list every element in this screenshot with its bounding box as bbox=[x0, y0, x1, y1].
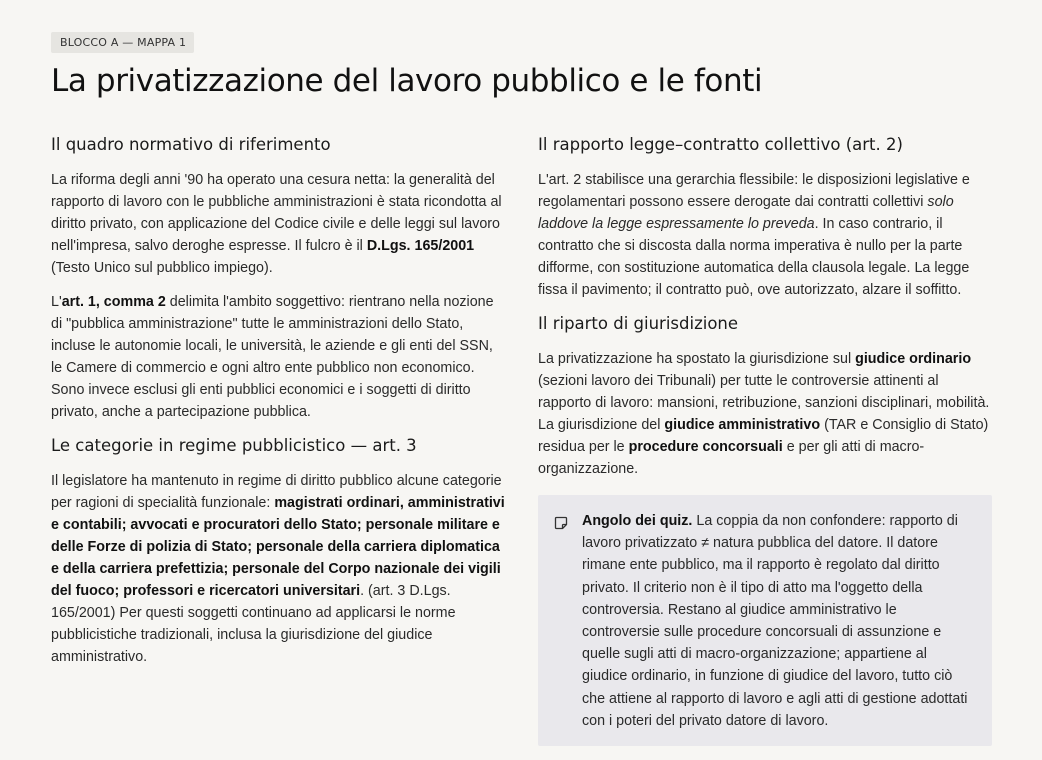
text: (sezioni lavoro dei Tribunali) per tutte le controversie attinenti al rapporto di lavoro: mansioni, retribuzione, sanzioni disciplinari, mobilità. La giurisdizione del bbox=[538, 373, 990, 433]
text: . In caso contrario, il contratto che si discosta dalla norma imperativa è nullo per la parte difforme, con sostituzione automatica della clausola legale. La legge fissa il pavimento; il contratto può, ove autorizzato, alzare il soffitto. bbox=[538, 216, 970, 298]
heading-quadro-normativo: Il quadro normativo di riferimento bbox=[51, 135, 331, 154]
text: (Testo Unico sul pubblico impiego). bbox=[51, 260, 273, 276]
paragraph-ambito-soggettivo bbox=[51, 291, 506, 423]
heading-legge-contratto: Il rapporto legge–contratto collettivo (art. 2) bbox=[538, 135, 903, 154]
text: (TAR e Consiglio di Stato) residua per le bbox=[538, 417, 989, 455]
content-columns bbox=[51, 134, 992, 746]
paragraph-gerarchia bbox=[538, 169, 992, 301]
section-tag: BLOCCO A — MAPPA 1 bbox=[51, 32, 194, 53]
text: L'art. 2 stabilisce una gerarchia flessibile: le disposizioni legislative e regolamentari possono essere derogate dai contratti collettivi bbox=[538, 172, 970, 210]
italic-text: solo laddove la legge espressamente lo preveda bbox=[538, 194, 954, 232]
page-title: La privatizzazione del lavoro pubblico e le fonti bbox=[51, 63, 763, 99]
text: Il legislatore ha mantenuto in regime di diritto pubblico alcune categorie per ragioni di specialità funzionale: bbox=[51, 473, 502, 511]
left-column bbox=[51, 134, 506, 746]
text: . (art. 3 D.Lgs. 165/2001) Per questi soggetti continuano ad applicarsi le norme pubblicistiche tradizionali, inclusa la giurisdizione del giudice amministrativo. bbox=[51, 583, 456, 665]
heading-riparto-giurisdizione: Il riparto di giurisdizione bbox=[538, 314, 739, 333]
bold-text: magistrati ordinari, amministrativi e contabili; avvocati e procuratori dello Stato; personale militare e delle Forze di polizia di Stato; personale della carriera diplomatica e della carriera prefettizia; personale del Corpo nazionale dei vigili del fuoco; professori e ricercatori universitari bbox=[51, 495, 505, 599]
quiz-label: Angolo dei quiz. bbox=[582, 513, 693, 529]
note-icon bbox=[554, 516, 568, 530]
text: La coppia da non confondere: rapporto di lavoro privatizzato ≠ natura pubblica del datore. Il datore rimane ente pubblico, ma il rapporto è regolato dal diritto privato. Il criterio non è il tipo di atto ma l'oggetto della controversia. Restano al giudice amministrativo le controversie sulle procedure concorsuali di assunzione e quelle sugli atti di macro-organizzazione; appartiene al giudice ordinario, in funzione di giudice del lavoro, tutto ciò che attiene al rapporto di lavoro e agli atti di gestione adottati con i poteri del privato datore di lavoro. bbox=[582, 513, 968, 729]
text: delimita l'ambito soggettivo: rientrano nella nozione di "pubblica amministrazione" tutte le amministrazioni dello Stato, incluse le autonomie locali, le università, le aziende e gli enti del SSN, le Camere di commercio e ogni altro ente pubblico non economico. Sono invece esclusi gli enti pubblici economici e i soggetti di diritto privato, anche a partecipazione pubblica. bbox=[51, 294, 494, 420]
text: e per gli atti di macro-organizzazione. bbox=[538, 439, 925, 477]
bold-text: art. 1, comma 2 bbox=[61, 294, 166, 310]
bold-text: procedure concorsuali bbox=[628, 439, 783, 455]
heading-categorie-pubblicistiche: Le categorie in regime pubblicistico — art. 3 bbox=[51, 436, 417, 455]
bold-text: D.Lgs. 165/2001 bbox=[366, 238, 475, 254]
paragraph-riforma bbox=[51, 169, 506, 279]
text: La riforma degli anni '90 ha operato una cesura netta: la generalità del rapporto di lavoro con le pubbliche amministrazioni è stata ricondotta al diritto privato, con applicazione del Codice civile e delle leggi sul lavoro nell'impresa, salvo deroghe espresse. Il fulcro è il bbox=[51, 172, 502, 254]
quiz-text bbox=[582, 510, 972, 732]
text: L' bbox=[51, 294, 62, 310]
bold-text: giudice amministrativo bbox=[664, 417, 821, 433]
quiz-callout bbox=[538, 495, 992, 746]
paragraph-giurisdizione bbox=[538, 348, 992, 480]
right-column bbox=[538, 134, 992, 746]
paragraph-categorie bbox=[51, 470, 506, 668]
text: La privatizzazione ha spostato la giurisdizione sul bbox=[538, 351, 856, 367]
bold-text: giudice ordinario bbox=[855, 351, 972, 367]
